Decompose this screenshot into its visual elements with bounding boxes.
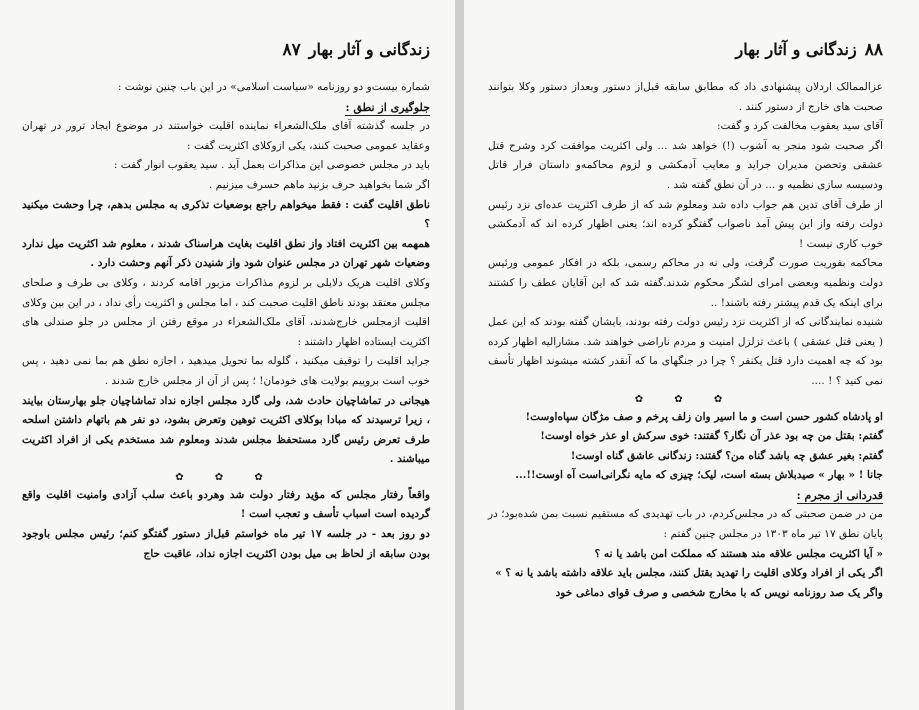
paragraph: جانا ! « بهار » صیدبلاش بسته است، لیک؛ چیزی که مایه نگرانی‌است آه اوست!!... [515, 469, 883, 482]
left-page [0, 0, 455, 710]
paragraph: جراید اقلیت را توقیف میکنید ، گلوله بما تحویل میدهید ، اجازه نطق هم بما نمی دهید ، پس خوب است بروییم بولایت های خودمان! ؛ پس از آن از مجلس خارج شدند . [22, 355, 430, 387]
running-title: زندگانی و آثار بهار [308, 40, 430, 59]
paragraph: واقعاً رفتار مجلس که مؤید رفتار دولت شد وهردو باعث سلب آزادی وامنیت اقلیت واقع گردیده است اسباب تأسف و تعجب است ! [22, 488, 430, 521]
paragraph: شماره بیست‌و دو روزنامه «سیاست اسلامی» در این باب چنین نوشت : [117, 81, 430, 93]
page-body [22, 78, 430, 564]
paragraph: شنیده نمایندگانی که از اکثریت نزد رئیس دولت رفته بودند، بایشان گفته بودند که این عمل ( یعنی قتل عشقی ) باعث تزلزل امنیت و مردم ناراضی خواهند شد. مشارالیه اظهار کرده بود که چه اهمیت دارد قتل یکنفر ؟ چرا در جنگهای ما که آنقدر کشته میشوند اظهار تأسف نمی کنید ؟ ! .... [488, 316, 883, 387]
paragraph: من در ضمن صحبتی که در مجلس‌کردم، در باب تهدیدی که مستقیم نسبت بمن شده‌بود؛ در پایان نطق ۱۷ تیر ماه ۱۳۰۳ در مجلس چنین گفتم : [488, 508, 883, 541]
section-heading [22, 98, 430, 118]
paragraph: باید در مجلس خصوصی این مذاکرات بعمل آید . سید یعقوب انوار گفت : [113, 159, 430, 172]
section-heading-text: جلوگیری از نطق : [345, 100, 430, 114]
right-page [464, 0, 919, 710]
paragraph: محاکمه بفوریت صورت گرفت، ولی نه در محاکم رسمی، بلکه در افکار عمومی ورئیس دولت ونظمیه وبعضی امرای لشگر محکوم شدند.گفته شد که این آقایان عطف را کشتند برای اینکه یک قدم پیشتر رفته باشند! .. [488, 257, 883, 309]
paragraph: اگر یکی از افراد وکلای اقلیت را تهدید بقتل کنند، مجلس باید علاقه داشته باشد یا نه ؟ » [495, 567, 883, 580]
paragraph: همهمه بین اکثریت افتاد واز نطق اقلیت بغایت هراسناک شدند ، معلوم شد اکثریت میل ندارد وضعیات شهر تهران در مجلس عنوان شود واز شنیدن ذکر آنهم وحشت دارد . [22, 237, 430, 270]
paragraph: هیجانی در تماشاچیان حادث شد، ولی گارد مجلس اجازه نداد تماشاچیان جلو بهارستان بیایند ، زیرا ترسیدند که مبادا بوکلای اکثریت توهین وتعرض بشود، دو نفر هم باتهام داشتن اسلحه طرف تعرض رئیس گارد مستحفظ مجلس شدند ومعلوم شد مستخدم یکی از افراد اکثریت میباشند . [22, 394, 430, 466]
paragraph: واگر یک صد روزنامه نویس که با مخارج شخصی و صرف قوای دماغی خود [555, 586, 883, 599]
section-heading [488, 486, 883, 506]
book-gutter [455, 0, 464, 710]
paragraph: اگر صحبت شود منجر به آشوب (!) خواهد شد ... ولی اکثریت موافقت کرد وشرح قتل عشقی وتحصن مدیران جراید و معایب آدمکشی و لزوم محاکمه‌و داستان فرار قاتل ودسیسه سازی نظمیه و ... در آن نطق گفته شد . [488, 139, 883, 191]
paragraph: گفتم: بقتل من چه بود عذر آن نگار؟ گفتند: خوی سرکش او عذر خواه اوست! [540, 430, 883, 443]
running-title: زندگانی و آثار بهار [735, 40, 857, 59]
page-header [488, 40, 883, 68]
paragraph: او پادشاه کشور حسن است و ما اسیر وان زلف پرخم و صف مژگان سپاه‌اوست! [525, 410, 883, 423]
paragraph: عزالممالک اردلان پیشنهادی داد که مطابق سابقه قبل‌از دستور وبعداز دستور وکلا بتوانند صحبت های خارج از دستور کنند . [488, 81, 883, 113]
paragraph: از طرف آقای تدین هم جواب داده شد ومعلوم شد که از طرف اکثریت عده‌ای نزد رئیس دولت رفته واز این پیش آمد ناصواب گفتگو کرده اند؛ یعنی اظهار کرده اند که آدمکشی خوب کاری نیست ! [488, 198, 883, 250]
section-divider-stars: ✿ ✿ ✿ [175, 471, 277, 483]
paragraph: گفتم: بغیر عشق چه باشد گناه من؟ گفتند: زندگانی عاشق گناه اوست! [570, 449, 883, 462]
paragraph: دو روز بعد - در جلسه ۱۷ تیر ماه خواستم قبل‌از دستور گفتگو کنم؛ رئیس مجلس باوجود بودن سابقه از لحاظ بی میل بودن اکثریت اجازه نداد، عاقبت حاج [22, 528, 430, 560]
page-header [22, 40, 430, 68]
page-number: ۸۸ [864, 40, 883, 60]
page-body [488, 78, 883, 603]
paragraph: ناطق اقلیت گفت : فقط میخواهم راجع بوضعیات تذکری به مجلس بدهم، چرا وحشت میکنید ؟ [22, 198, 430, 231]
section-heading-text: قدردانی از مجرم : [796, 488, 883, 502]
paragraph: « آیا اکثریت مجلس علاقه مند هستند که مملکت امن باشد یا نه ؟ [594, 547, 883, 560]
page-number: ۸۷ [282, 40, 301, 60]
paragraph: آقای سید یعقوب مخالفت کرد و گفت: [716, 120, 883, 133]
section-divider-stars: ✿ ✿ ✿ [634, 393, 737, 405]
paragraph: وکلای اقلیت هریک دلایلی بر لزوم مذاکرات مزبور اقامه کردند ، وکلای بی طرف و صلحای مجلس معتقد بودند ناطق اقلیت صحبت کند ، اما مجلس و اکثریت رأی نداد ، در این بین وکلای اقلیت ازمجلس خارج‌شدند، آقای ملک‌الشعراء در موقع رفتن از مجلس در جلو صندلی های اکثریت ایستاده اظهار داشتند : [22, 276, 430, 348]
paragraph: در جلسه گذشته آقای ملک‌الشعراء نماینده اقلیت خواستند در موضوع ایجاد ترور در تهران وعقاید عمومی صحبت کنند، یکی ازوکلای اکثریت گفت : [22, 120, 430, 152]
paragraph: اگر شما بخواهید حرف بزنید ماهم حسرف میزنیم . [208, 178, 430, 191]
